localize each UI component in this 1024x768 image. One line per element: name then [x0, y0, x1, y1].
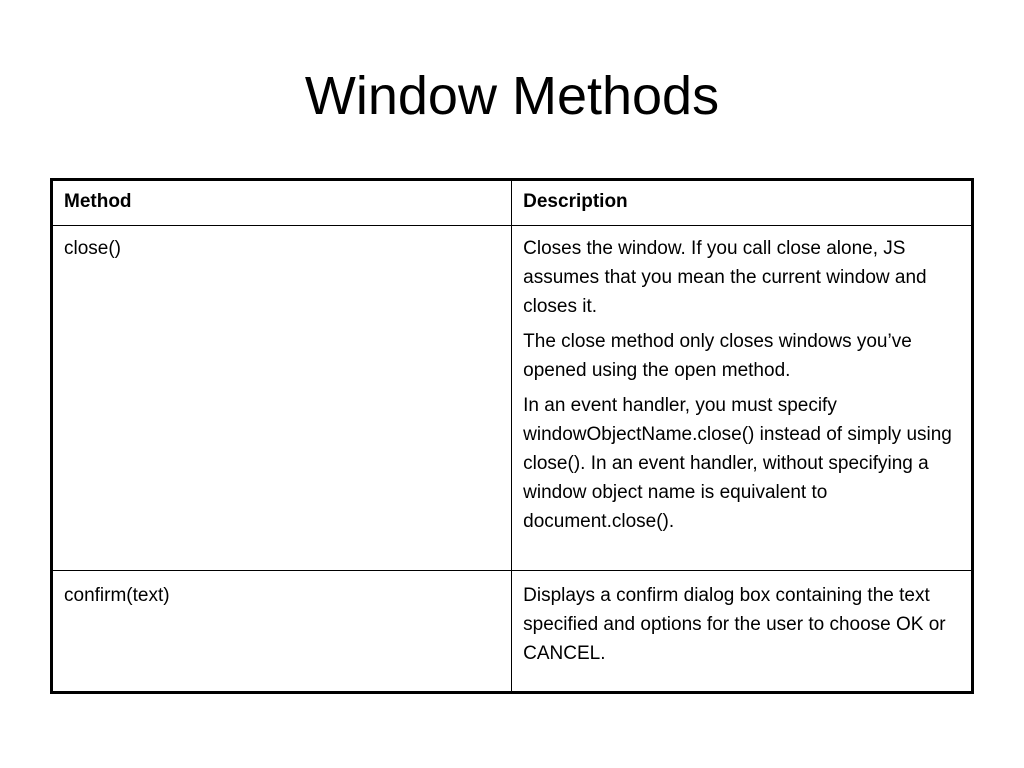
method-cell: close() [52, 226, 512, 571]
method-cell: confirm(text) [52, 571, 512, 693]
table-row [52, 571, 973, 693]
slide-title: Window Methods [304, 66, 720, 126]
table-header-row [52, 180, 973, 226]
header-method: Method [52, 180, 512, 226]
methods-table [50, 178, 974, 694]
header-description: Description [512, 180, 973, 226]
description-paragraph: In an event handler, you must specify windowObjectName.close() instead of simply using close(). In an event handler, without specifying a window object name is equivalent to document.close(). [523, 395, 952, 532]
table-row [52, 226, 973, 571]
description-paragraph: The close method only closes windows you’ve opened using the open method. [523, 331, 912, 381]
description-cell [512, 571, 973, 693]
description-paragraph: Displays a confirm dialog box containing the text specified and options for the user to choose OK or CANCEL. [523, 585, 946, 664]
description-paragraph: Closes the window. If you call close alone, JS assumes that you mean the current window and closes it. [523, 238, 927, 317]
description-cell [512, 226, 973, 571]
